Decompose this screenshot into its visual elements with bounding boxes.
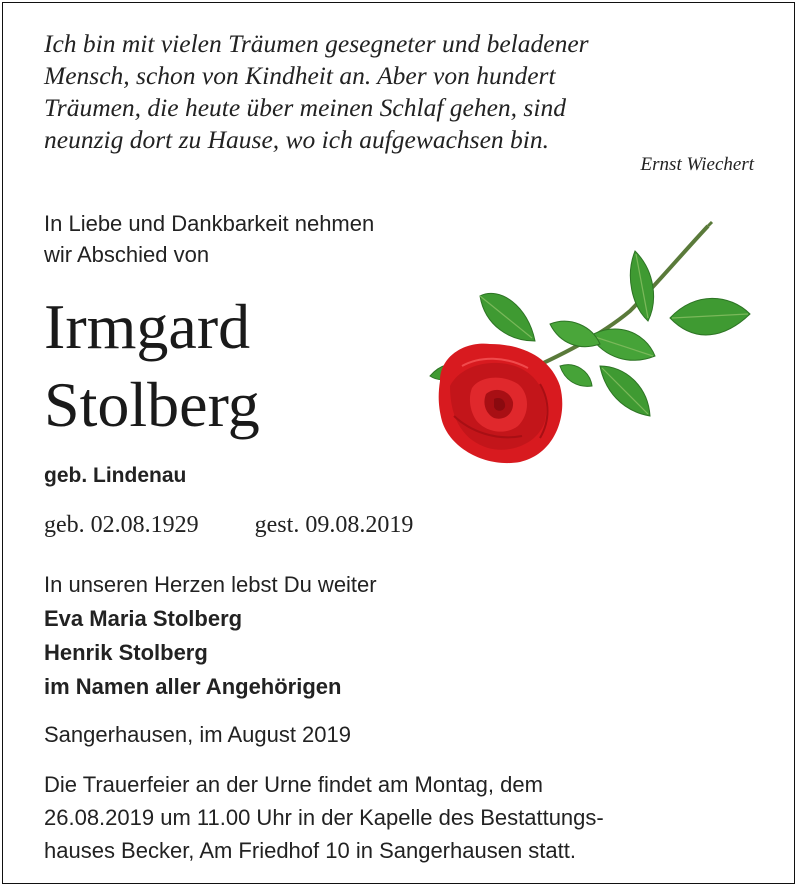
mourners-lead: In unseren Herzen lebst Du weiter	[44, 572, 377, 597]
funeral-line: 26.08.2019 um 11.00 Uhr in der Kapelle des Bestattungs-	[44, 805, 604, 830]
birth-date: geb. 02.08.1929	[44, 512, 199, 538]
intro-text	[44, 208, 374, 270]
quote-block	[44, 28, 764, 156]
quote-line: neunzig dort zu Hause, wo ich aufgewachsen bin.	[44, 125, 550, 154]
last-name: Stolberg	[44, 369, 260, 440]
funeral-info	[44, 768, 604, 867]
mourners-block	[44, 568, 377, 704]
deceased-name	[44, 288, 260, 444]
funeral-line: Die Trauerfeier an der Urne findet am Montag, dem	[44, 772, 543, 797]
life-dates	[44, 512, 413, 539]
quote-line: Ich bin mit vielen Träumen gesegneter und beladener	[44, 29, 589, 58]
intro-line: wir Abschied von	[44, 242, 210, 267]
red-rose-image	[410, 216, 760, 478]
maiden-name: geb. Lindenau	[44, 464, 187, 487]
quote-line: Träumen, die heute über meinen Schlaf gehen, sind	[44, 93, 566, 122]
intro-line: In Liebe und Dankbarkeit nehmen	[44, 211, 375, 236]
first-name: Irmgard	[44, 291, 251, 362]
mourner-name: Eva Maria Stolberg	[44, 606, 243, 631]
quote-author: Ernst Wiechert	[640, 154, 754, 175]
funeral-line: hauses Becker, Am Friedhof 10 in Sangerhausen statt.	[44, 838, 576, 863]
mourner-name: Henrik Stolberg	[44, 640, 208, 665]
quote-line: Mensch, schon von Kindheit an. Aber von hundert	[44, 61, 556, 90]
mourner-name: im Namen aller Angehörigen	[44, 674, 342, 699]
death-date: gest. 09.08.2019	[254, 512, 414, 538]
place-date: Sangerhausen, im August 2019	[44, 722, 352, 747]
